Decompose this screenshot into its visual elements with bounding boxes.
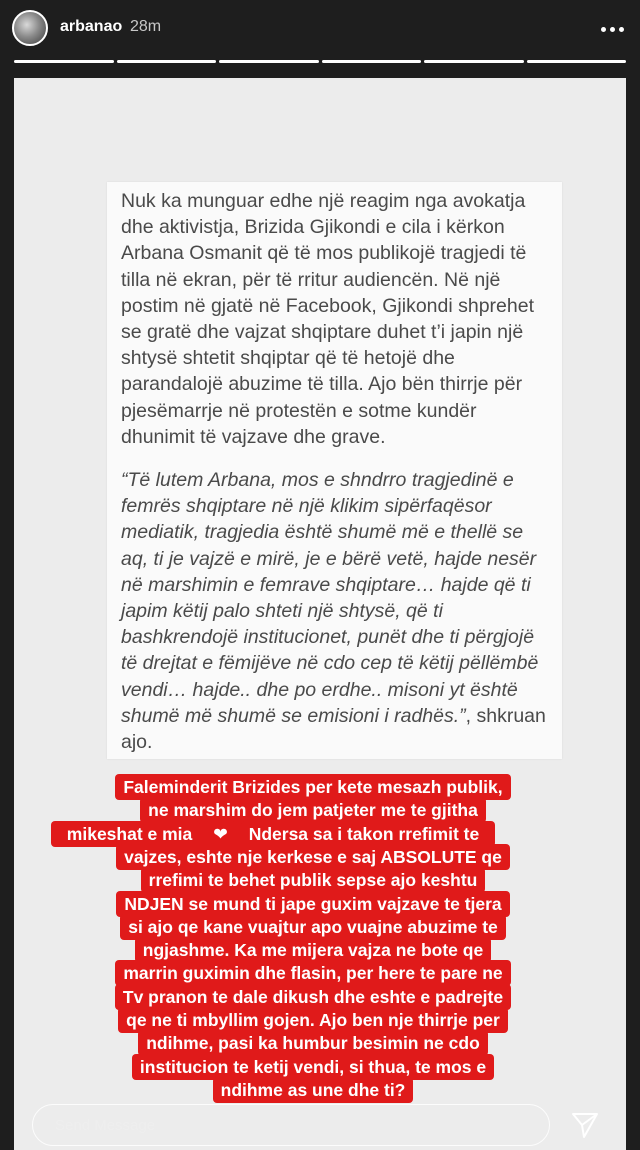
caption-line: ne marshim do jem patjeter me te gjitha xyxy=(78,793,548,827)
story-progress-bar xyxy=(14,60,626,63)
send-icon[interactable] xyxy=(570,1110,600,1140)
progress-segment xyxy=(219,60,319,63)
article-screenshot xyxy=(107,182,562,759)
send-message-input[interactable] xyxy=(32,1104,550,1146)
heart-icon: ❤ xyxy=(205,821,236,847)
caption-line: NDJEN se mund ti jape guxim vajzave te tjera xyxy=(78,887,548,921)
article-paragraph: Nuk ka munguar edhe një reagim nga avokatja dhe aktivistja, Brizida Gjikondi e cila i kërkon Arbana Osmanit që të mos publikojë tragjedi të tilla në ekran, për të rritur audiencën. Në një postim në gjatë në Facebook, Gjikondi shprehet se gratë dhe vajzat shqiptare duhet t’i japin një shtysë shtetit shqiptar që të hetojë dhe parandalojë abuzime të tilla. Ajo bën thirrje për pjesëmarrje në protestën e sotme kundër dhunimit të vajzave dhe grave. xyxy=(121,190,534,448)
caption-line: rrefimi te behet publik sepse ajo keshtu xyxy=(78,863,548,897)
quote-attribution: , shkruan ajo. xyxy=(121,704,546,754)
progress-segment xyxy=(117,60,217,63)
caption-line: Tv pranon te dale dikush dhe eshte e padrejte xyxy=(78,980,548,1014)
caption-line: marrin guximin dhe flasin, per here te pare ne xyxy=(78,956,548,990)
caption-line: mikeshat e mia ❤ Ndersa sa i takon rrefimit te xyxy=(38,817,508,851)
caption-line: ndihme, pasi ka humbur besimin ne cdo xyxy=(78,1026,548,1060)
caption-line: ngjashme. Ka me mijera vajza ne bote qe xyxy=(78,933,548,967)
caption-line: ndihme as une dhe ti? xyxy=(78,1073,548,1107)
caption-line: institucion te ketij vendi, si thua, te mos e xyxy=(78,1050,548,1084)
progress-segment xyxy=(527,60,627,63)
article-quote xyxy=(121,467,553,755)
username[interactable]: arbanao xyxy=(60,18,123,35)
caption-line: si ajo qe kane vuajtur apo vuajne abuzime te xyxy=(78,910,548,944)
caption-line: qe ne ti mbyllim gojen. Ajo ben nje thirrje per xyxy=(78,1003,548,1037)
caption-line: Faleminderit Brizides per kete mesazh publik, xyxy=(78,770,548,804)
more-options-icon[interactable] xyxy=(600,17,624,41)
quote-text: “Të lutem Arbana, mos e shndrro tragjedinë e femrës shqiptare në një klikim sipërfaqësor mediatik, tragjedia është shumë më e thellë se aq, ti je vajzë e mirë, je e bërë vetë, hajde nesër në marshimin e femrave shqiptare… hajde që ti japim këtij palo shteti një shtysë, që ti bashkrendojë institucionet, punët dhe ti përgjojë të drejtat e fëmijëve në cdo cep të këtij pëllëmbë vendi… hajde.. dhe po erdhe.. misoni yt është shumë më shumë se emisioni i radhës.” xyxy=(121,469,539,727)
progress-segment xyxy=(322,60,422,63)
story-timestamp: 28m xyxy=(130,18,162,35)
avatar[interactable] xyxy=(12,10,48,46)
progress-segment xyxy=(14,60,114,63)
caption-line: vajzes, eshte nje kerkese e saj ABSOLUTE qe xyxy=(78,840,548,874)
progress-segment xyxy=(424,60,524,63)
